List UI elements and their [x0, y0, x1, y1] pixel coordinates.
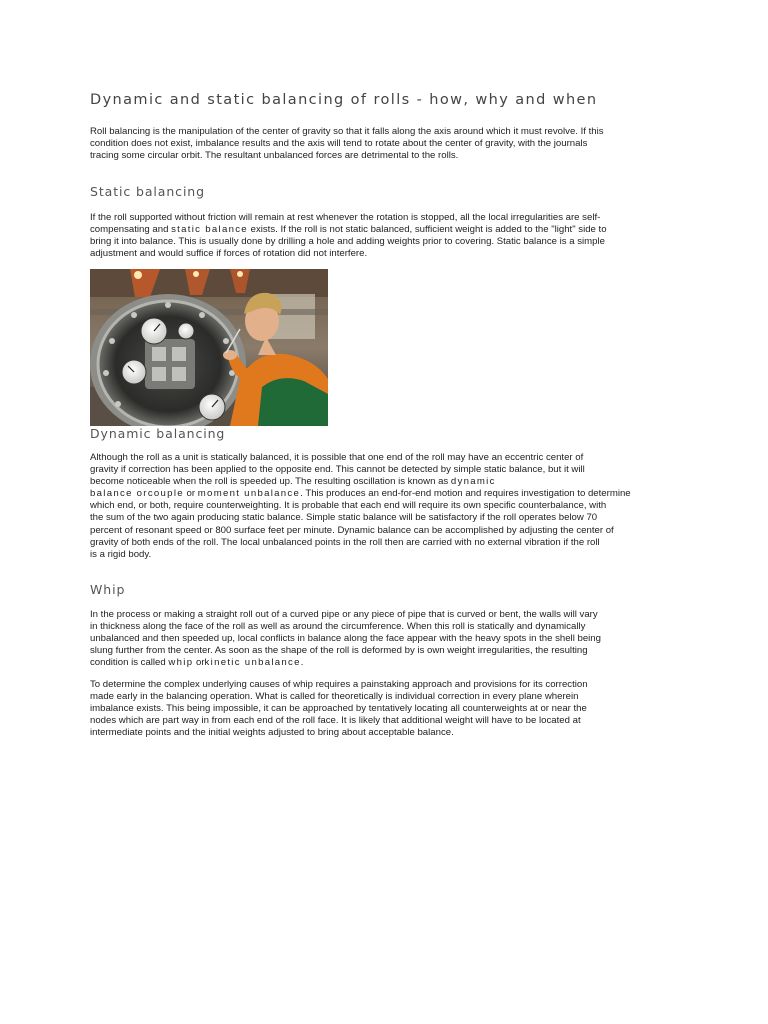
text-line: tracing some circular orbit. The resultant unbalanced forces are detrimental to the rolls. [90, 150, 459, 162]
whip-paragraph-1 [90, 609, 680, 669]
text-line [90, 476, 680, 488]
text-line: If the roll supported without friction will remain at rest whenever the rotation is stopped, all the local irregularities are self- [90, 212, 601, 223]
dynamic-balancing-heading: Dynamic balancing [90, 426, 226, 441]
text-fragment: exists. If the roll is not static balanced, sufficient weight is added to the "light" side to [247, 224, 607, 236]
term-static-balance: static balance [171, 224, 248, 236]
text-line: In the process or making a straight roll out of a curved pipe or any piece of pipe that is curved or bent, the walls will vary [90, 609, 598, 620]
text-fragment: or [183, 488, 198, 500]
text-fragment: become noticeable when the roll is speeded up. The resulting oscillation is known as [90, 476, 451, 488]
text-line: the sum of the two again producing static balance. Simple static balance will be satisfactory if the roll operates below 70 [90, 512, 598, 524]
dynamic-balancing-paragraph [90, 452, 680, 561]
roll-balancing-photo [90, 269, 328, 426]
text-line [90, 224, 680, 236]
whip-heading: Whip [90, 582, 126, 597]
text-line: bring it into balance. This is usually done by drilling a hole and adding weights prior to covering. Static balance is a simple [90, 236, 605, 248]
text-line: slung further from the center. As soon as the shape of the roll is deformed by is own weight irregularities, the resulting [90, 645, 588, 657]
text-line [90, 488, 680, 500]
text-line [90, 657, 680, 669]
text-line: To determine the complex underlying causes of whip requires a painstaking approach and provisions for its correction [90, 679, 588, 690]
term-balance-or: balance or [90, 488, 148, 500]
term-moment-unbalance: moment unbalance [197, 488, 301, 500]
text-line: unbalanced and then speeded up, local conflicts in balance along the face appear with the heavy spots in the shell being [90, 633, 601, 645]
text-fragment: or [193, 657, 205, 669]
text-fragment: . This produces an end-for-end motion and requires investigation to determine [300, 488, 631, 500]
text-line: gravity of both ends of the roll. The local unbalanced points in the roll then are carried with no external vibration if the roll [90, 536, 600, 548]
whip-paragraph-2 [90, 679, 680, 739]
text-line: Roll balancing is the manipulation of the center of gravity so that it falls along the axis around which it must revolve. If this [90, 126, 604, 137]
term-whip: whip [168, 657, 194, 669]
page-title: Dynamic and static balancing of rolls - how, why and when [90, 92, 598, 108]
text-line: which end, or both, require counterweighting. It is probable that each end will require its own specific counterbalance, with [90, 500, 607, 512]
term-kinetic-unbalance: kinetic unbalance [204, 657, 301, 669]
text-line: intermediate points and the initial weights adjusted to bring about acceptable balance. [90, 727, 454, 739]
text-line: nodes which are part way in from each end of the roll face. It is likely that additional weight will have to be located at [90, 715, 581, 727]
term-couple: couple [147, 488, 184, 500]
text-line: in thickness along the face of the roll as well as around the circumference. When this roll is statically and dynamically [90, 621, 586, 633]
text-line: percent of resonant speed or 800 surface feet per minute. Dynamic balance can be accomplished by adjusting the center of [90, 524, 614, 536]
text-line: Although the roll as a unit is statically balanced, it is possible that one end of the roll may have an eccentric center of [90, 452, 584, 463]
text-line: adjustment and would suffice if forces of rotation did not interfere. [90, 248, 368, 260]
text-line: gravity if correction has been applied to the opposite end. This cannot be detected by simple static balance, but it will [90, 464, 585, 476]
text-line: condition does not exist, imbalance results and the axis will tend to rotate about the center of gravity, with the journals [90, 138, 588, 150]
text-line: imbalance exists. This being impossible, it can be approached by tentatively locating all counterweights at or near the [90, 703, 587, 715]
text-line: is a rigid body. [90, 548, 152, 560]
text-line: made early in the balancing operation. What is called for theoretically is individual correction in every plane wherein [90, 691, 579, 703]
text-fragment: condition is called [90, 657, 169, 669]
text-fragment: compensating and [90, 224, 172, 236]
static-balancing-paragraph [90, 212, 680, 260]
static-balancing-heading: Static balancing [90, 184, 205, 199]
intro-paragraph [90, 126, 680, 162]
term-dynamic: dynamic [450, 476, 496, 488]
text-fragment: . [300, 657, 304, 669]
